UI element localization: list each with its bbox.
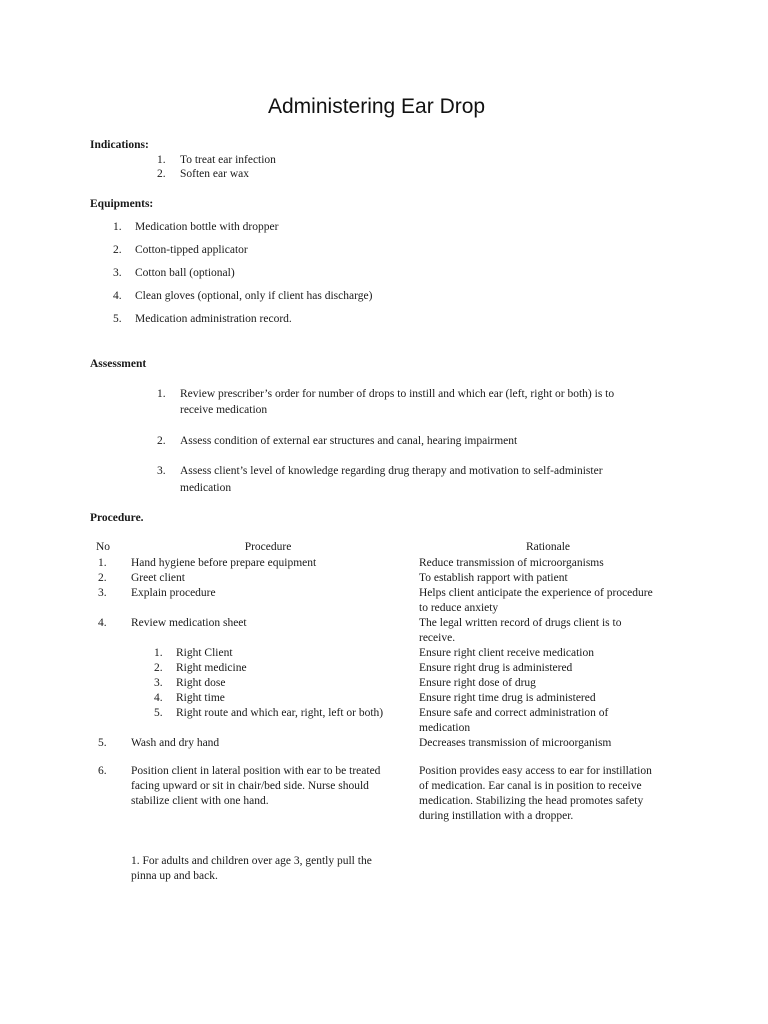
equipment-item: Medication administration record. <box>135 313 292 325</box>
rationale-text: receive. <box>419 632 456 644</box>
document-title: Administering Ear Drop <box>268 95 486 118</box>
right-num: 2. <box>154 662 163 674</box>
rationale-text: to reduce anxiety <box>419 602 499 614</box>
procedure-step: Greet client <box>131 572 185 584</box>
rationale-text: Reduce transmission of microorganisms <box>419 557 604 569</box>
equipment-num: 5. <box>113 313 122 325</box>
equipment-num: 4. <box>113 290 122 302</box>
right-item: Right medicine <box>176 662 247 674</box>
procedure-step: Position client in lateral position with ear to be treated <box>131 765 381 777</box>
row-number: 5. <box>98 737 107 749</box>
right-item: Right dose <box>176 677 226 689</box>
rationale-text: medication. Stabilizing the head promotes safety <box>419 795 644 807</box>
assessment-item-line: receive medication <box>180 404 268 416</box>
assessment-num: 1. <box>157 388 166 400</box>
row-number: 2. <box>98 572 107 584</box>
equipment-num: 3. <box>113 267 122 279</box>
rationale-text: Ensure right drug is administered <box>419 662 573 674</box>
indication-num: 1. <box>157 154 166 166</box>
rationale-text: medication <box>419 722 471 734</box>
assessment-num: 2. <box>157 435 166 447</box>
equipment-num: 2. <box>113 244 122 256</box>
right-num: 4. <box>154 692 163 704</box>
equipment-item: Cotton ball (optional) <box>135 267 235 279</box>
column-header-no: No <box>96 541 111 553</box>
equipment-item: Medication bottle with dropper <box>135 221 279 233</box>
column-header-procedure: Procedure <box>244 541 292 553</box>
rationale-text: Ensure safe and correct administration of <box>419 707 609 719</box>
rationale-text: Position provides easy access to ear for instillation <box>419 765 652 777</box>
assessment-item-line: Assess condition of external ear structures and canal, hearing impairment <box>180 435 518 447</box>
assessment-item-line: Assess client’s level of knowledge regarding drug therapy and motivation to self-administer <box>180 465 603 477</box>
procedure-note: pinna up and back. <box>131 870 218 882</box>
indication-num: 2. <box>157 168 166 180</box>
rationale-text: Ensure right time drug is administered <box>419 692 596 704</box>
rationale-text: Ensure right dose of drug <box>419 677 536 689</box>
right-item: Right time <box>176 692 225 704</box>
rationale-text: Ensure right client receive medication <box>419 647 594 659</box>
procedure-step: Hand hygiene before prepare equipment <box>131 557 317 569</box>
rationale-text: To establish rapport with patient <box>419 572 568 584</box>
rationale-text: of medication. Ear canal is in position to receive <box>419 780 642 792</box>
procedure-step: Explain procedure <box>131 587 216 599</box>
assessment-item-line: medication <box>180 482 232 494</box>
assessment-num: 3. <box>157 465 166 477</box>
equipments-heading: Equipments: <box>90 198 154 210</box>
indications-heading: Indications: <box>90 139 149 151</box>
assessment-heading: Assessment <box>90 358 147 370</box>
row-number: 4. <box>98 617 107 629</box>
right-num: 1. <box>154 647 163 659</box>
indication-item: Soften ear wax <box>180 168 249 180</box>
assessment-item-line: Review prescriber’s order for number of drops to instill and which ear (left, right or both) is to <box>180 388 615 400</box>
procedure-step: facing upward or sit in chair/bed side. Nurse should <box>131 780 369 792</box>
right-num: 3. <box>154 677 163 689</box>
procedure-note: 1. For adults and children over age 3, gently pull the <box>131 855 372 867</box>
rationale-text: Decreases transmission of microorganism <box>419 737 612 749</box>
row-number: 3. <box>98 587 107 599</box>
procedure-step: Wash and dry hand <box>131 737 220 749</box>
procedure-heading: Procedure. <box>90 512 144 524</box>
procedure-step: stabilize client with one hand. <box>131 795 269 807</box>
rationale-text: Helps client anticipate the experience of procedure <box>419 587 653 599</box>
column-header-rationale: Rationale <box>525 541 571 553</box>
procedure-step: Review medication sheet <box>131 617 247 629</box>
indication-item: To treat ear infection <box>180 154 276 166</box>
right-num: 5. <box>154 707 163 719</box>
rationale-text: The legal written record of drugs client is to <box>419 617 622 629</box>
equipment-num: 1. <box>113 221 122 233</box>
right-item: Right route and which ear, right, left or both) <box>176 707 384 719</box>
equipment-item: Clean gloves (optional, only if client has discharge) <box>135 290 373 302</box>
row-number: 1. <box>98 557 107 569</box>
row-number: 6. <box>98 765 107 777</box>
equipment-item: Cotton-tipped applicator <box>135 244 248 256</box>
rationale-text: during instillation with a dropper. <box>419 810 574 822</box>
right-item: Right Client <box>176 647 233 659</box>
